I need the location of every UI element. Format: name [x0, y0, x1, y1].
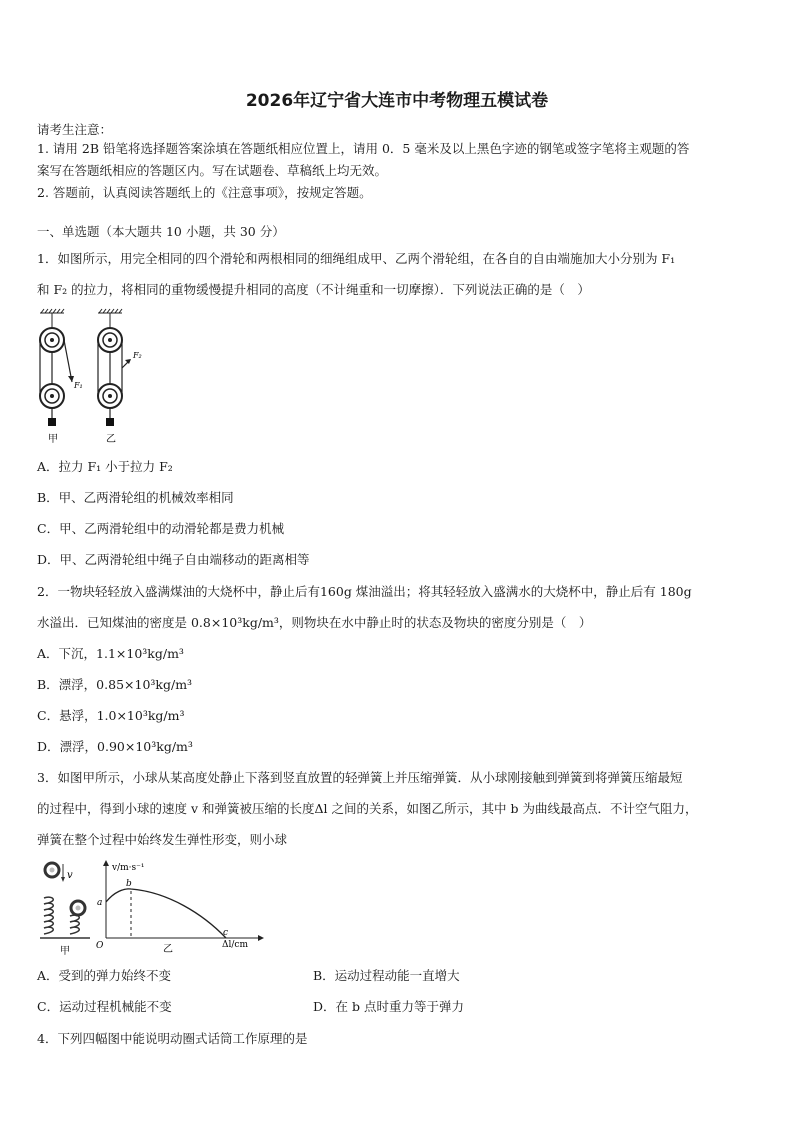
label-yi: 乙	[106, 434, 116, 445]
ball-spring-diagram	[40, 863, 90, 957]
q1-line2: 和 F₂ 的拉力，将相同的重物缓慢提升相同的高度（不计绳重和一切摩擦）．下列说法正确的是（ ）	[37, 282, 590, 297]
point-c: c	[223, 928, 229, 938]
q3-line3: 弹簧在整个过程中始终发生弹性形变，则小球	[37, 832, 288, 847]
q2-option-c[interactable]: C．悬浮，1.0×10³kg/m³	[37, 708, 185, 723]
label-v: v	[67, 870, 73, 881]
pulley-group-yi	[98, 328, 131, 426]
q3-line1: 3．如图甲所示，小球从某高度处静止下落到竖直放置的轻弹簧上并压缩弹簧．从小球刚接触到弹簧到将弹簧压缩最短	[37, 770, 683, 785]
label-jia-3: 甲	[60, 946, 70, 957]
q2-option-d[interactable]: D．漂浮，0.90×10³kg/m³	[37, 739, 193, 754]
label-f1: F₁	[74, 381, 83, 390]
q3-option-b[interactable]: B．运动过程动能一直增大	[313, 968, 460, 983]
section-heading: 一、单选题（本大题共 10 小题，共 30 分）	[37, 224, 285, 239]
velocity-graph	[96, 860, 264, 955]
q3-option-d[interactable]: D．在 b 点时重力等于弹力	[313, 999, 464, 1014]
y-axis-label: v/m·s⁻¹	[112, 863, 145, 873]
label-jia: 甲	[48, 434, 58, 445]
pulley-figure	[36, 308, 156, 448]
origin-o: O	[96, 941, 104, 951]
q2-option-b[interactable]: B．漂浮，0.85×10³kg/m³	[37, 677, 193, 692]
notice-item1-line1: 1. 请用 2B 铅笔将选择题答案涂填在答题纸相应位置上，请用 0．5 毫米及以上黑色字迹的钢笔或签字笔将主观题的答	[37, 141, 690, 156]
q3-option-a[interactable]: A．受到的弹力始终不变	[37, 968, 172, 983]
q1-line1: 1．如图所示，用完全相同的四个滑轮和两根相同的细绳组成甲、乙两个滑轮组，在各自的自由端施加大小分别为 F₁	[37, 251, 676, 266]
point-b: b	[126, 879, 132, 889]
point-a: a	[97, 898, 103, 908]
label-f2: F₂	[133, 351, 142, 360]
notice-heading: 请考生注意：	[37, 122, 113, 137]
q1-option-a[interactable]: A．拉力 F₁ 小于拉力 F₂	[37, 459, 173, 474]
x-axis-label: Δl/cm	[222, 940, 248, 950]
label-yi-3: 乙	[163, 944, 173, 955]
notice-item1-line2: 案写在答题纸相应的答题区内。写在试题卷、草稿纸上均无效。	[37, 163, 388, 178]
exam-title: 2026年辽宁省大连市中考物理五模试卷	[245, 91, 549, 111]
q1-option-d[interactable]: D．甲、乙两滑轮组中绳子自由端移动的距离相等	[37, 552, 310, 567]
q2-line1: 2．一物块轻轻放入盛满煤油的大烧杯中，静止后有160g 煤油溢出；将其轻轻放入盛满水的大烧杯中，静止后有 180g	[37, 584, 692, 599]
spring-velocity-figure	[38, 858, 268, 958]
q2-line2: 水溢出．已知煤油的密度是 0.8×10³kg/m³，则物块在水中静止时的状态及物块的密度分别是（ ）	[37, 615, 592, 630]
q2-option-a[interactable]: A．下沉，1.1×10³kg/m³	[37, 646, 184, 661]
q3-line2: 的过程中，得到小球的速度 v 和弹簧被压缩的长度Δl 之间的关系，如图乙所示，其中 b 为曲线最高点．不计空气阻力，	[37, 801, 698, 816]
q4-line1: 4．下列四幅图中能说明动圈式话筒工作原理的是	[37, 1031, 308, 1046]
notice-item2: 2. 答题前，认真阅读答题纸上的《注意事项》，按规定答题。	[37, 185, 372, 200]
pulley-group-jia	[40, 328, 74, 426]
q1-option-c[interactable]: C．甲、乙两滑轮组中的动滑轮都是费力机械	[37, 521, 285, 536]
q3-option-c[interactable]: C．运动过程机械能不变	[37, 999, 172, 1014]
q1-option-b[interactable]: B．甲、乙两滑轮组的机械效率相同	[37, 490, 234, 505]
